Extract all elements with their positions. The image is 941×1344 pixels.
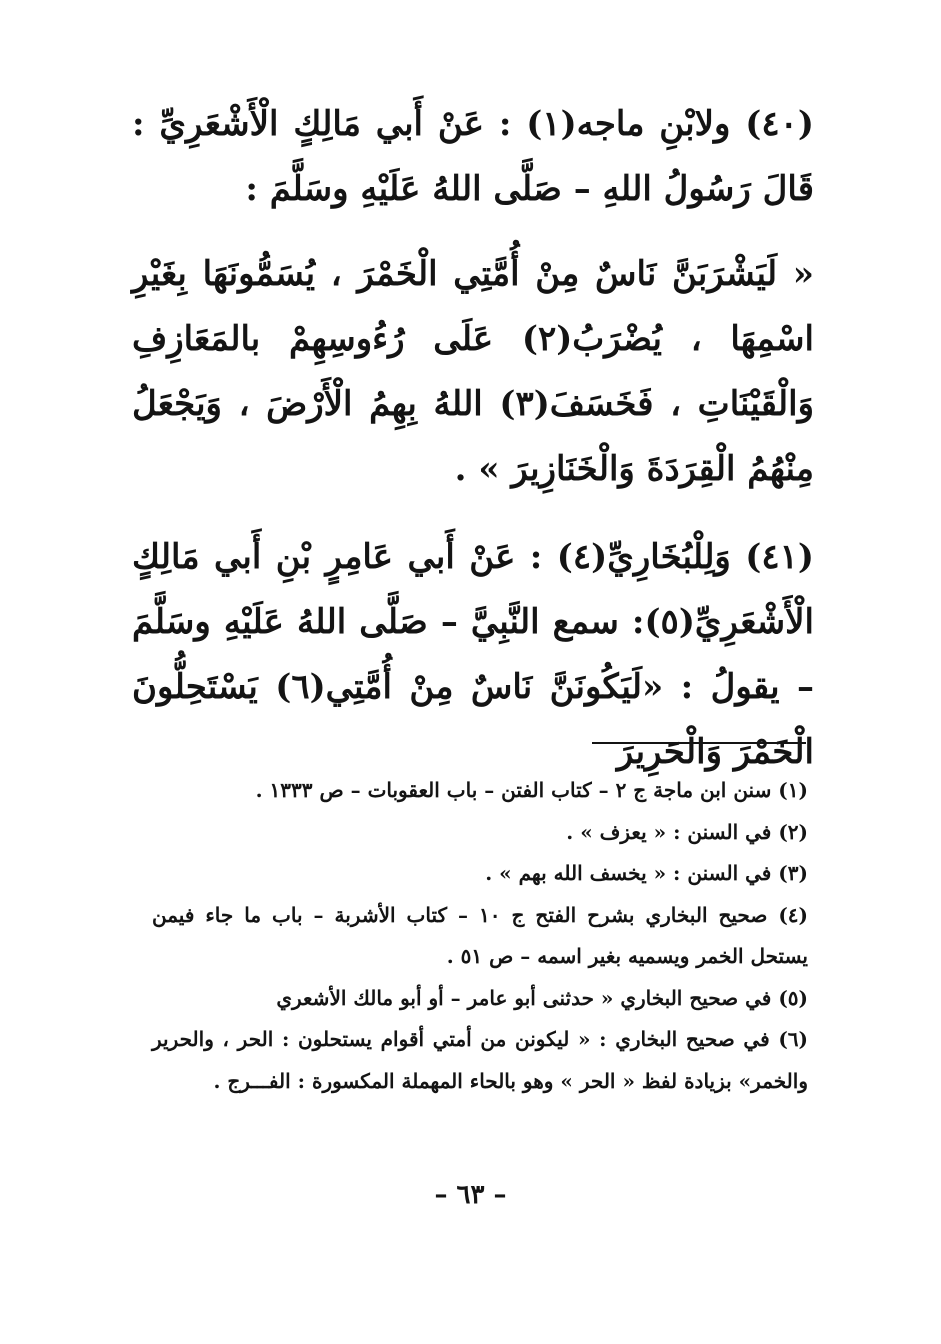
hadith-41-block [132, 525, 814, 785]
footnotes [152, 770, 808, 1102]
hadith-40-text-block [132, 242, 814, 502]
hadith-40-intro [132, 92, 814, 222]
hadith-41-text: (٤١) وَلِلْبُخَارِيِّ(٤) : عَنْ أَبي عَامِرٍ بْنِ أَبي مَالِكٍ الْأَشْعَرِيِّ(٥): سمع النَّبِيَّ – صَلَّى اللهُ عَلَيْهِ وسَلَّمَ – يقولُ : «لَيَكُونَنَّ نَاسٌ مِنْ أُمَّتِي(٦) يَسْتَحِلُّونَ الْخَمْرَ وَالْحَرِيرَ [132, 537, 814, 772]
page-number: – ٦٣ – [434, 1180, 507, 1210]
hadith-40-text: « لَيَشْرَبَنَّ نَاسٌ مِنْ أُمَّتِي الْخَمْرَ ، يُسَمُّونَهَا بِغَيْرِ اسْمِهَا ، يُضْرَبُ(٢) عَلَى رُءُوسِهِمْ بالمَعَازِفِ وَالْقَيْنَاتِ ، فَخَسَفَ(٣) اللهُ بِهِمُ الْأَرْضَ ، وَيَجْعَلُ مِنْهُمُ الْقِرَدَةَ وَالْخَنَازِيرَ » . [132, 254, 814, 489]
footnote-4: (٤) صحيح البخاري بشرح الفتح ج ١٠ – كتاب الأشربة – باب ما جاء فيمن يستحل الخمر ويسميه بغير اسمه – ص ٥١ . [152, 902, 809, 968]
hadith-40-intro-text: (٤٠) ولابْنِ ماجه(١) : عَنْ أَبي مَالِكٍ الْأَشْعَرِيِّ : قَالَ رَسُولُ اللهِ – صَلَّى اللهُ عَلَيْهِ وسَلَّمَ : [132, 104, 814, 209]
footnote-3: (٣) في السنن : « يخسف الله بهم » . [485, 861, 808, 885]
footnote-2: (٢) في السنن : « يعزف » . [566, 819, 808, 844]
footnote-1: (١) سنن ابن ماجة ج ٢ – كتاب الفتن – باب العقوبات – ص ١٣٣٣ . [255, 778, 808, 802]
footnote-5: (٥) في صحيح البخاري « حدثنى أبو عامر – أو أبو مالك الأشعري [276, 985, 808, 1010]
footnote-6: (٦) في صحيح البخاري : « ليكونن من أمتي أقوام يستحلون : الحر ، والحرير والخمر» بزيادة لفظ « الحر » وهو بالحاء المهملة المكسورة : الفـــرج . [152, 1027, 808, 1093]
footnote-separator [592, 742, 806, 744]
